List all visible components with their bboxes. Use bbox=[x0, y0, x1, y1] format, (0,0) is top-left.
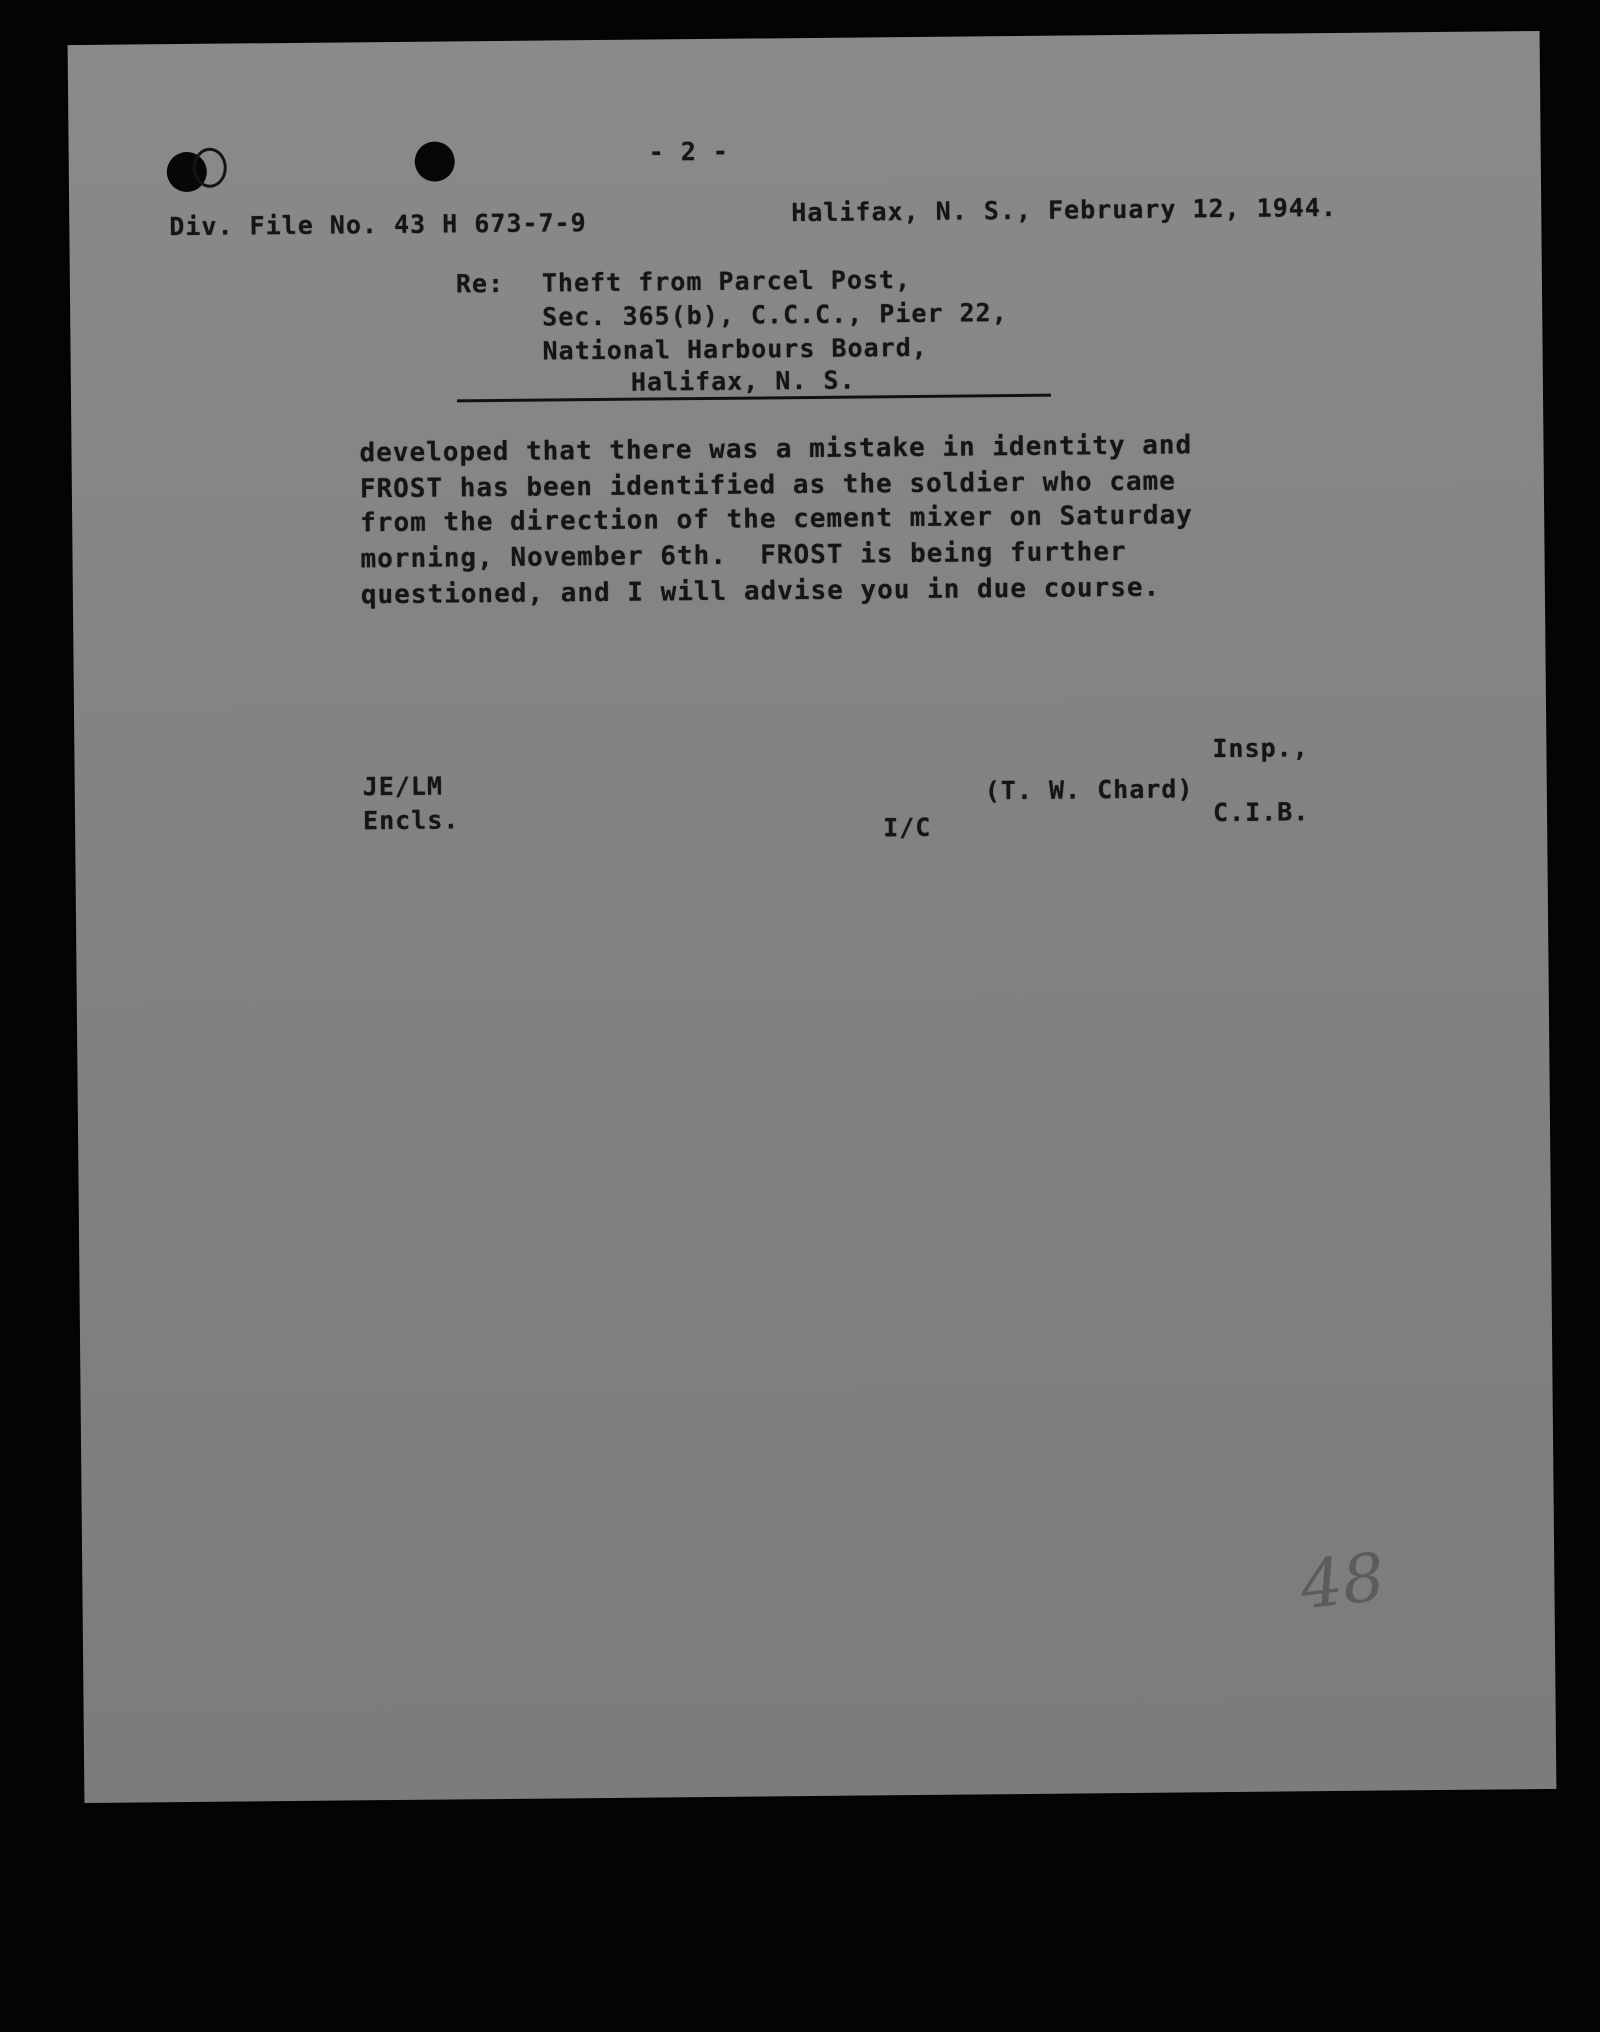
typist-initials: JE/LM bbox=[362, 771, 444, 802]
signatory-title: Insp., bbox=[1212, 733, 1309, 764]
file-number: Div. File No. 43 H 673-7-9 bbox=[169, 208, 587, 242]
re-line: Sec. 365(b), C.C.C., Pier 22, bbox=[542, 298, 1008, 332]
re-line: National Harbours Board, bbox=[542, 332, 928, 366]
re-line: Theft from Parcel Post, bbox=[541, 265, 912, 298]
body-line: morning, November 6th. FROST is being further bbox=[360, 536, 1127, 575]
re-label: Re: bbox=[455, 268, 505, 299]
body-line: from the direction of the cement mixer on Saturday bbox=[360, 500, 1193, 539]
document-page bbox=[68, 31, 1557, 1803]
handwritten-page-number: 48 bbox=[1296, 1538, 1389, 1625]
signatory-name: (T. W. Chard) bbox=[984, 774, 1194, 806]
body-line: developed that there was a mistake in identity and bbox=[359, 430, 1193, 469]
enclosures-note: Encls. bbox=[362, 805, 460, 836]
ic-label: I/C bbox=[883, 812, 932, 843]
place-date: Halifax, N. S., February 12, 1944. bbox=[791, 192, 1338, 228]
body-line: questioned, and I will advise you in due course. bbox=[360, 572, 1161, 611]
signatory-unit: C.I.B. bbox=[1212, 797, 1310, 828]
re-line: Halifax, N. S. bbox=[630, 365, 856, 397]
punch-hole bbox=[415, 141, 455, 181]
body-line: FROST has been identified as the soldier who came bbox=[359, 466, 1176, 505]
page-number: - 2 - bbox=[648, 136, 730, 167]
punch-hole-ring bbox=[193, 148, 227, 188]
